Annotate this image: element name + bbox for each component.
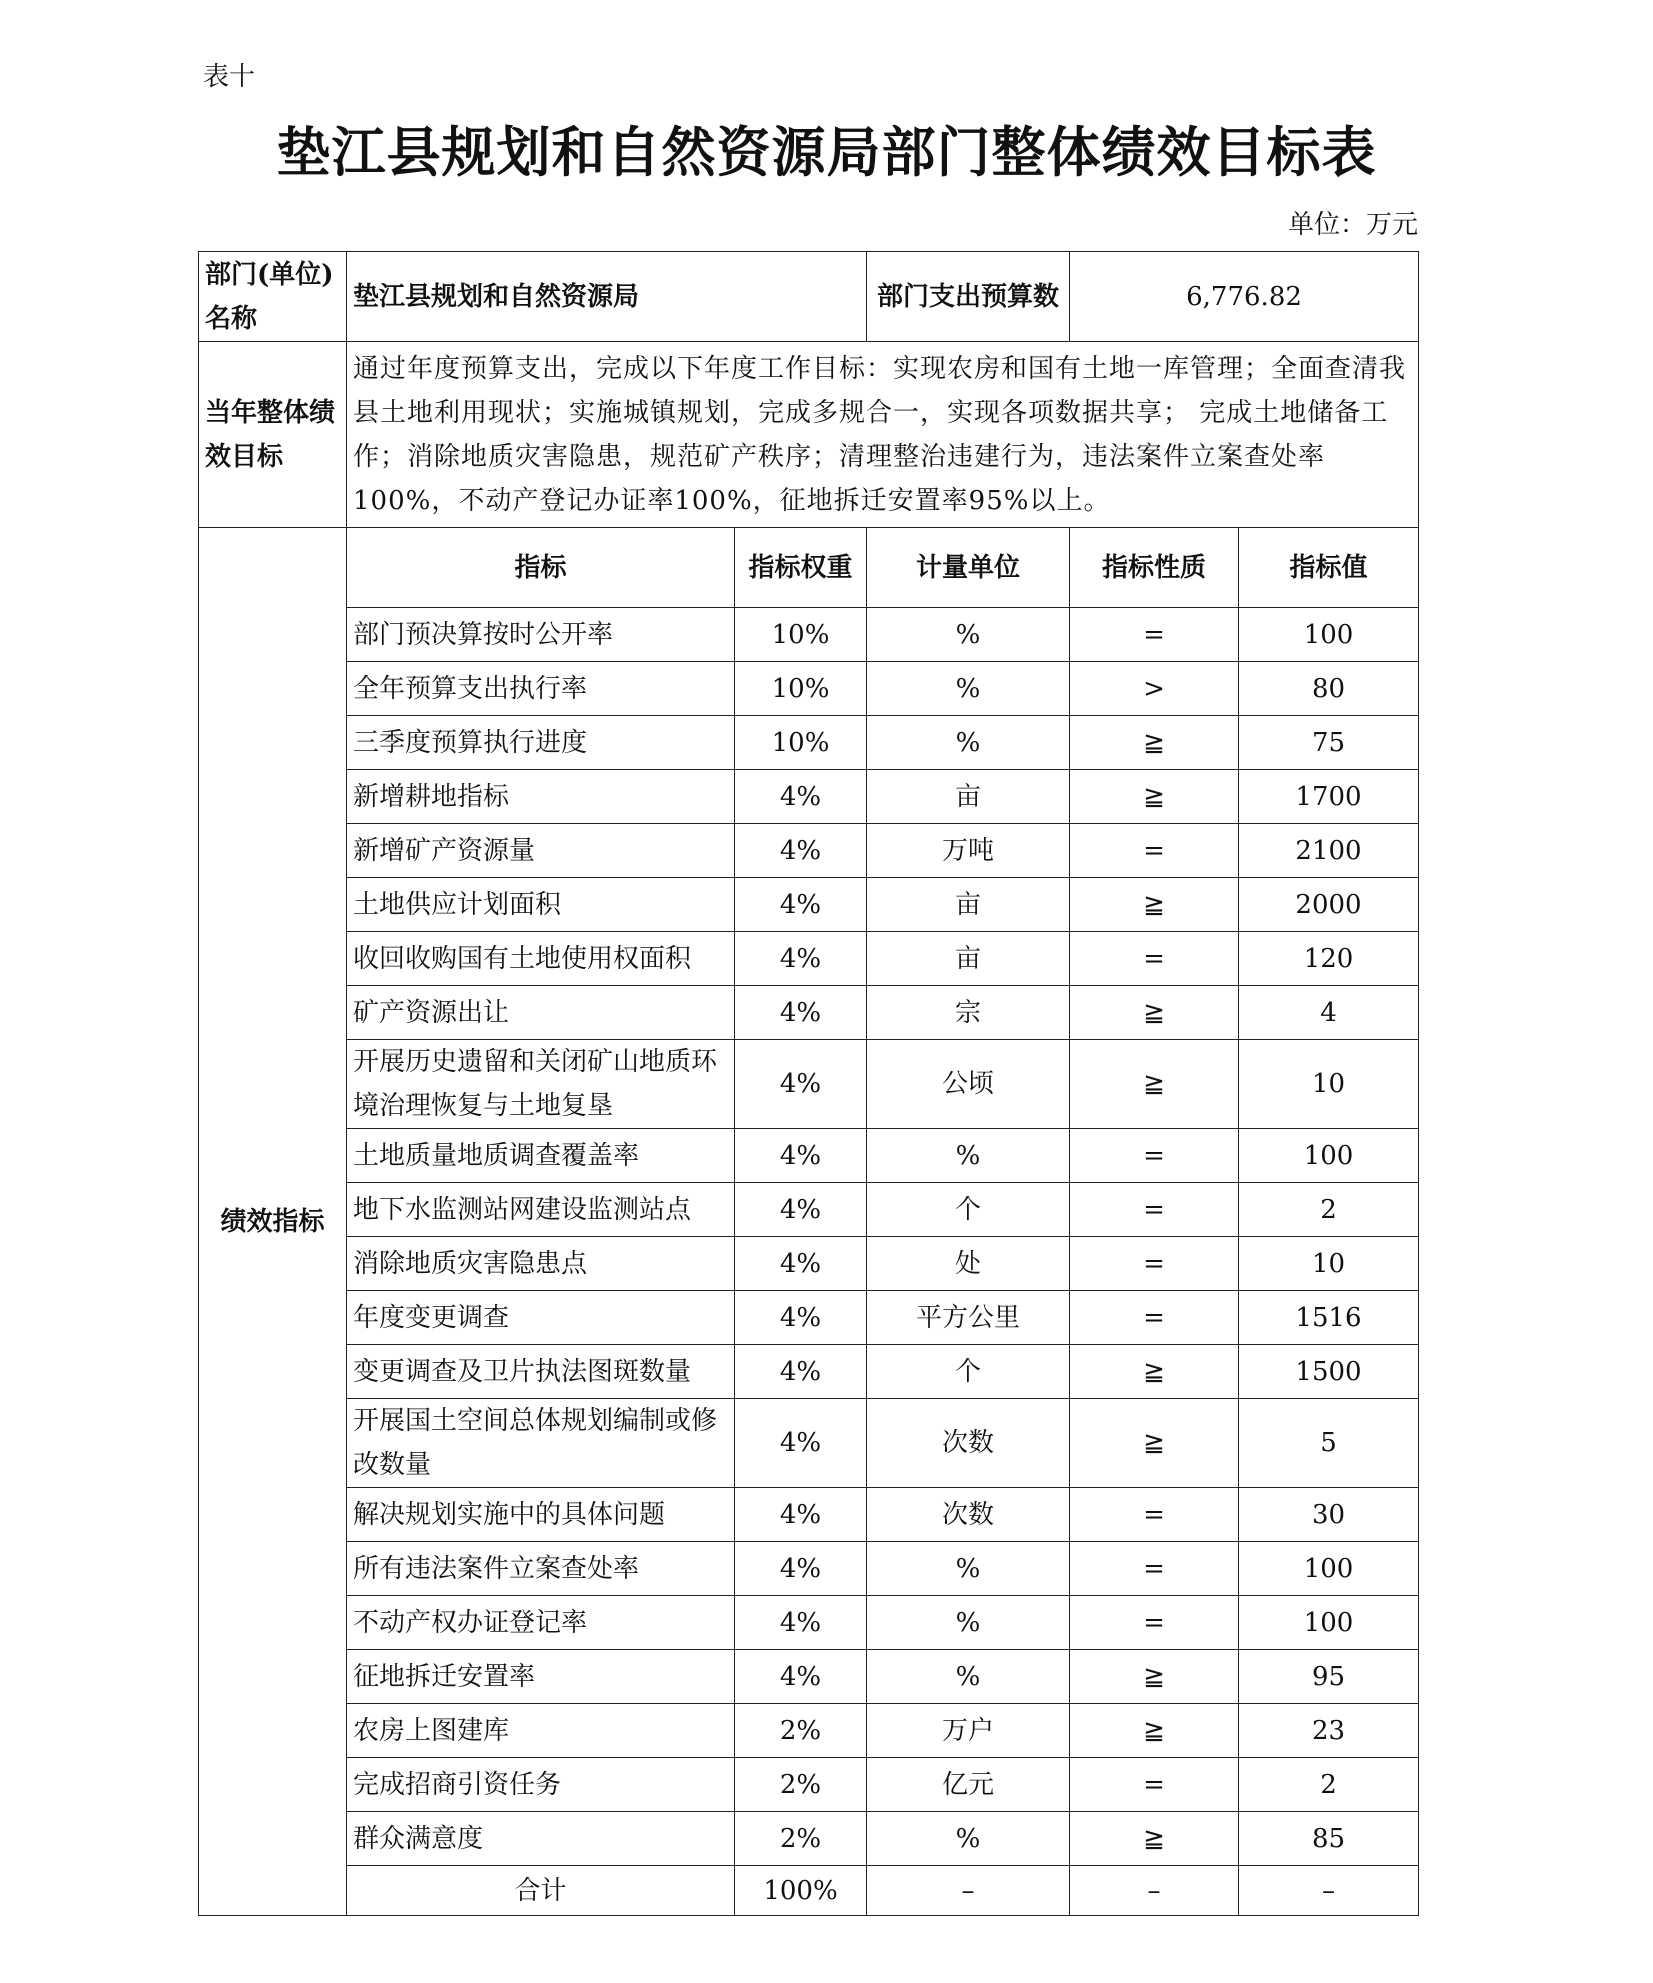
indicator-value: 23 — [1239, 1704, 1419, 1758]
indicator-value: 85 — [1239, 1812, 1419, 1866]
dept-name: 垫江县规划和自然资源局 — [347, 252, 867, 342]
indicator-name: 不动产权办证登记率 — [347, 1596, 735, 1650]
dept-label: 部门(单位)名称 — [199, 252, 347, 342]
column-header: 指标性质 — [1070, 528, 1239, 608]
column-header: 指标 — [347, 528, 735, 608]
table-row — [199, 608, 1419, 662]
table-row — [199, 932, 1419, 986]
indicator-weight: 4% — [735, 932, 867, 986]
indicator-nature: = — [1070, 1237, 1239, 1291]
indicator-unit: 次数 — [867, 1488, 1070, 1542]
indicator-section-label: 绩效指标 — [199, 528, 347, 1916]
indicator-value: 100 — [1239, 1129, 1419, 1183]
indicator-name: 收回收购国有土地使用权面积 — [347, 932, 735, 986]
indicator-unit: % — [867, 1650, 1070, 1704]
indicator-name: 开展历史遗留和关闭矿山地质环境治理恢复与土地复垦 — [347, 1040, 735, 1129]
table-row — [199, 1237, 1419, 1291]
indicator-nature: = — [1070, 1183, 1239, 1237]
indicator-weight: 4% — [735, 986, 867, 1040]
table-row — [199, 1812, 1419, 1866]
total-cell: – — [1239, 1866, 1419, 1916]
indicator-nature: = — [1070, 932, 1239, 986]
indicator-nature: ≧ — [1070, 1040, 1239, 1129]
table-row — [199, 1596, 1419, 1650]
table-row — [199, 1704, 1419, 1758]
indicator-value: 30 — [1239, 1488, 1419, 1542]
indicator-unit: 万户 — [867, 1704, 1070, 1758]
indicator-value: 120 — [1239, 932, 1419, 986]
indicator-weight: 4% — [735, 1399, 867, 1488]
indicator-unit: 宗 — [867, 986, 1070, 1040]
indicator-value: 2000 — [1239, 878, 1419, 932]
indicator-value: 10 — [1239, 1040, 1419, 1129]
indicator-nature: > — [1070, 662, 1239, 716]
indicator-value: 1500 — [1239, 1345, 1419, 1399]
indicator-weight: 2% — [735, 1812, 867, 1866]
table-row — [199, 716, 1419, 770]
column-header: 计量单位 — [867, 528, 1070, 608]
table-row — [199, 986, 1419, 1040]
indicator-nature: ≧ — [1070, 1399, 1239, 1488]
indicator-unit: 平方公里 — [867, 1291, 1070, 1345]
indicator-nature: = — [1070, 1488, 1239, 1542]
indicator-weight: 4% — [735, 1129, 867, 1183]
table-row — [199, 878, 1419, 932]
indicator-value: 100 — [1239, 608, 1419, 662]
indicator-header-row — [199, 528, 1419, 608]
indicator-unit: % — [867, 1542, 1070, 1596]
indicator-value: 2 — [1239, 1183, 1419, 1237]
indicator-weight: 4% — [735, 1488, 867, 1542]
table-row — [199, 1488, 1419, 1542]
indicator-unit: 亩 — [867, 878, 1070, 932]
budget-value: 6,776.82 — [1070, 252, 1419, 342]
indicator-value: 5 — [1239, 1399, 1419, 1488]
indicator-name: 年度变更调查 — [347, 1291, 735, 1345]
indicator-unit: 个 — [867, 1183, 1070, 1237]
indicator-unit: 万吨 — [867, 824, 1070, 878]
unit-label: 单位：万元 — [1287, 210, 1418, 240]
table-row — [199, 1291, 1419, 1345]
table-row — [199, 1650, 1419, 1704]
indicator-unit: 次数 — [867, 1399, 1070, 1488]
indicator-nature: = — [1070, 1596, 1239, 1650]
indicator-unit: % — [867, 662, 1070, 716]
indicator-nature: = — [1070, 608, 1239, 662]
total-cell: – — [867, 1866, 1070, 1916]
table-row — [199, 1040, 1419, 1129]
indicator-nature: ≧ — [1070, 878, 1239, 932]
column-header: 指标值 — [1239, 528, 1419, 608]
indicator-weight: 4% — [735, 1542, 867, 1596]
table-row — [199, 824, 1419, 878]
indicator-weight: 2% — [735, 1704, 867, 1758]
indicator-name: 新增矿产资源量 — [347, 824, 735, 878]
indicator-name: 矿产资源出让 — [347, 986, 735, 1040]
indicator-nature: ≧ — [1070, 770, 1239, 824]
indicator-name: 地下水监测站网建设监测站点 — [347, 1183, 735, 1237]
indicator-nature: ≧ — [1070, 1650, 1239, 1704]
table-row — [199, 1399, 1419, 1488]
indicator-value: 1700 — [1239, 770, 1419, 824]
indicator-nature: = — [1070, 1542, 1239, 1596]
total-cell: 100% — [735, 1866, 867, 1916]
indicator-unit: % — [867, 1596, 1070, 1650]
indicator-value: 75 — [1239, 716, 1419, 770]
table-row — [199, 1183, 1419, 1237]
indicator-name: 全年预算支出执行率 — [347, 662, 735, 716]
column-header: 指标权重 — [735, 528, 867, 608]
indicator-name: 土地质量地质调查覆盖率 — [347, 1129, 735, 1183]
goal-label: 当年整体绩效目标 — [199, 342, 347, 528]
indicator-name: 农房上图建库 — [347, 1704, 735, 1758]
indicator-unit: 亿元 — [867, 1758, 1070, 1812]
table-row — [199, 1345, 1419, 1399]
indicator-value: 1516 — [1239, 1291, 1419, 1345]
table-number: 表十 — [203, 62, 256, 92]
indicator-name: 完成招商引资任务 — [347, 1758, 735, 1812]
total-cell: – — [1070, 1866, 1239, 1916]
goal-row — [199, 342, 1419, 528]
indicator-unit: 公顷 — [867, 1040, 1070, 1129]
indicator-nature: ≧ — [1070, 1812, 1239, 1866]
indicator-nature: ≧ — [1070, 986, 1239, 1040]
indicator-nature: = — [1070, 1291, 1239, 1345]
table-row — [199, 662, 1419, 716]
total-row — [199, 1866, 1419, 1916]
indicator-weight: 10% — [735, 662, 867, 716]
indicator-name: 消除地质灾害隐患点 — [347, 1237, 735, 1291]
indicator-weight: 10% — [735, 608, 867, 662]
indicator-value: 10 — [1239, 1237, 1419, 1291]
document-title: 垫江县规划和自然资源局部门整体绩效目标表 — [276, 120, 1377, 184]
indicator-weight: 4% — [735, 1291, 867, 1345]
indicator-nature: = — [1070, 1758, 1239, 1812]
indicator-unit: % — [867, 1129, 1070, 1183]
indicator-unit: 个 — [867, 1345, 1070, 1399]
indicator-name: 开展国土空间总体规划编制或修改数量 — [347, 1399, 735, 1488]
indicator-value: 2 — [1239, 1758, 1419, 1812]
indicator-unit: % — [867, 1812, 1070, 1866]
indicator-value: 95 — [1239, 1650, 1419, 1704]
indicator-name: 变更调查及卫片执法图斑数量 — [347, 1345, 735, 1399]
indicator-name: 部门预决算按时公开率 — [347, 608, 735, 662]
indicator-weight: 4% — [735, 770, 867, 824]
indicator-weight: 2% — [735, 1758, 867, 1812]
total-label: 合计 — [347, 1866, 735, 1916]
indicator-nature: ≧ — [1070, 716, 1239, 770]
table-row — [199, 1758, 1419, 1812]
indicator-unit: 亩 — [867, 932, 1070, 986]
indicator-nature: = — [1070, 824, 1239, 878]
indicator-weight: 4% — [735, 1183, 867, 1237]
indicator-weight: 4% — [735, 1345, 867, 1399]
indicator-value: 4 — [1239, 986, 1419, 1040]
indicator-nature: ≧ — [1070, 1704, 1239, 1758]
indicator-name: 土地供应计划面积 — [347, 878, 735, 932]
indicator-unit: % — [867, 716, 1070, 770]
budget-label: 部门支出预算数 — [867, 252, 1070, 342]
indicator-weight: 4% — [735, 1596, 867, 1650]
indicator-nature: = — [1070, 1129, 1239, 1183]
indicator-name: 征地拆迁安置率 — [347, 1650, 735, 1704]
indicator-unit: 亩 — [867, 770, 1070, 824]
indicator-unit: 处 — [867, 1237, 1070, 1291]
table-row — [199, 770, 1419, 824]
indicator-weight: 10% — [735, 716, 867, 770]
indicator-name: 新增耕地指标 — [347, 770, 735, 824]
indicator-weight: 4% — [735, 878, 867, 932]
table-row — [199, 1542, 1419, 1596]
indicator-name: 三季度预算执行进度 — [347, 716, 735, 770]
goal-text: 通过年度预算支出，完成以下年度工作目标：实现农房和国有土地一库管理；全面查清我县土地利用现状；实施城镇规划，完成多规合一，实现各项数据共享； 完成土地储备工作；消除地质灾害隐患，规范矿产秩序；清理整治违建行为，违法案件立案查处率100%，不动产登记办证率100%，征地拆迁安置率95%以上。 — [347, 342, 1419, 528]
table-row — [199, 1129, 1419, 1183]
dept-row — [199, 252, 1419, 342]
indicator-name: 解决规划实施中的具体问题 — [347, 1488, 735, 1542]
indicator-weight: 4% — [735, 1040, 867, 1129]
indicator-value: 80 — [1239, 662, 1419, 716]
indicator-name: 群众满意度 — [347, 1812, 735, 1866]
indicator-weight: 4% — [735, 1650, 867, 1704]
performance-table — [198, 251, 1419, 1916]
indicator-value: 100 — [1239, 1542, 1419, 1596]
indicator-value: 2100 — [1239, 824, 1419, 878]
indicator-weight: 4% — [735, 1237, 867, 1291]
indicator-weight: 4% — [735, 824, 867, 878]
indicator-unit: % — [867, 608, 1070, 662]
indicator-name: 所有违法案件立案查处率 — [347, 1542, 735, 1596]
indicator-value: 100 — [1239, 1596, 1419, 1650]
indicator-nature: ≧ — [1070, 1345, 1239, 1399]
